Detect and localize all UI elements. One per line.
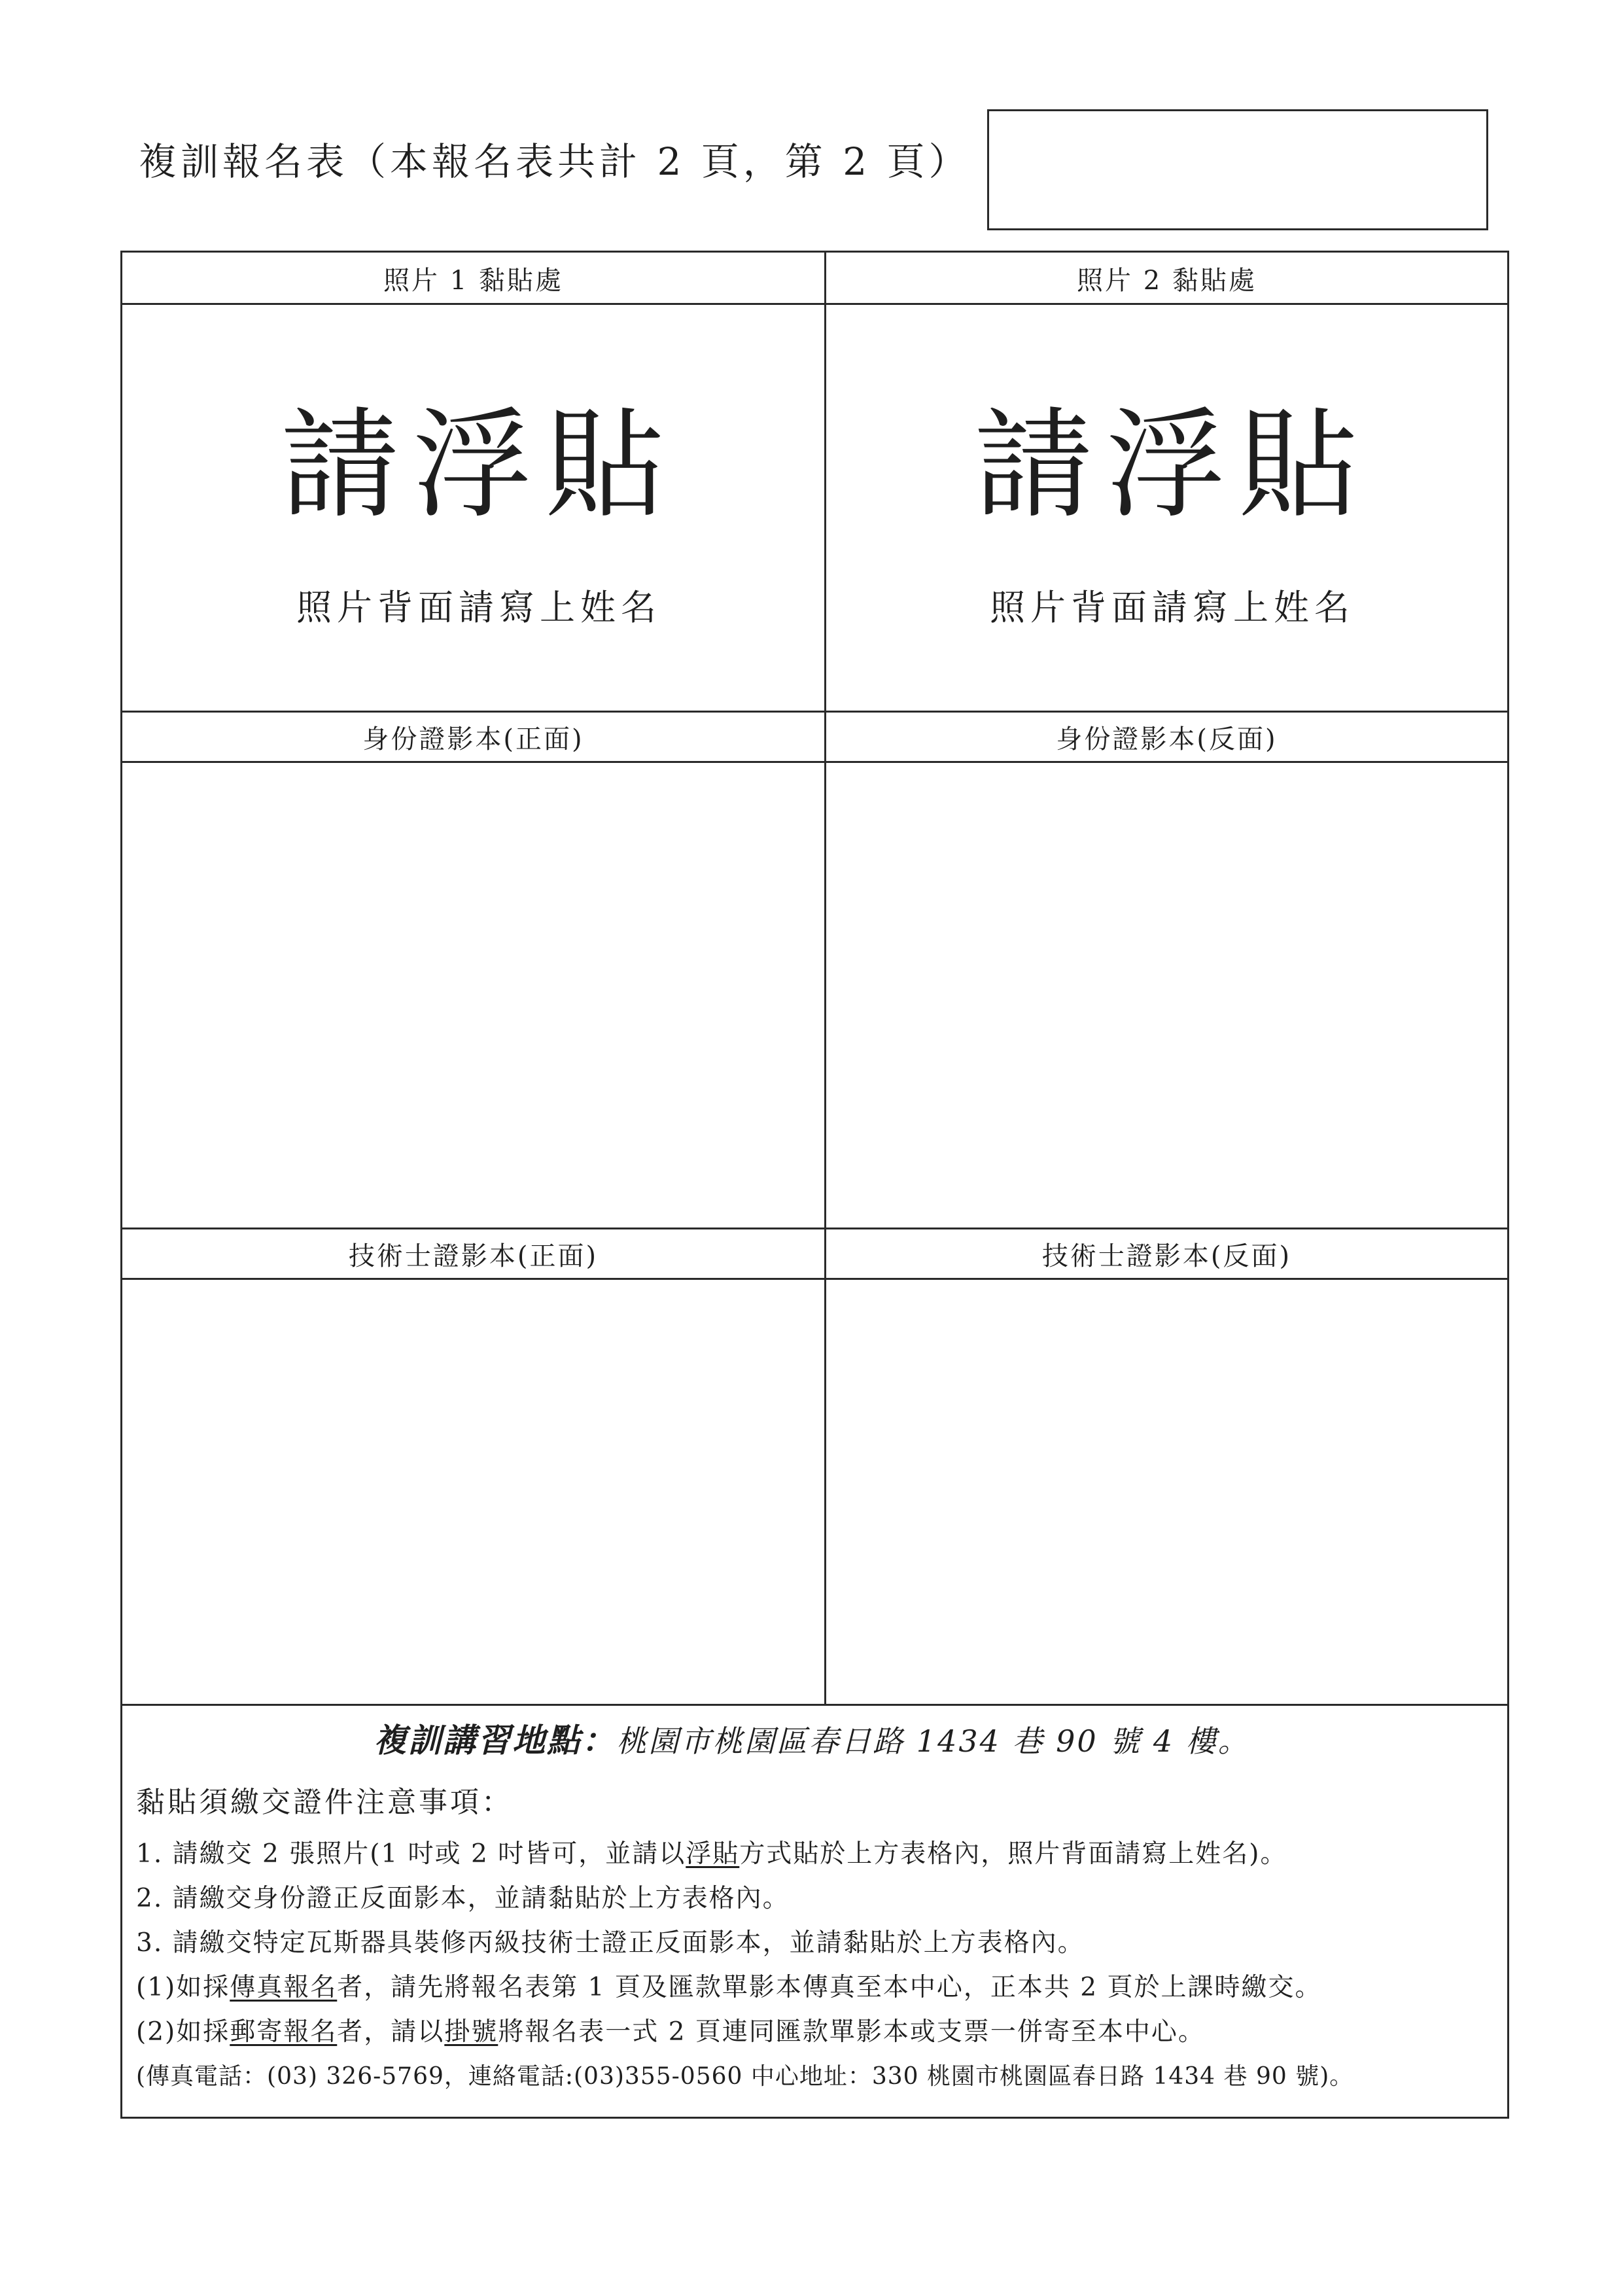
id-back-label: 身份證影本(反面) bbox=[1056, 724, 1278, 754]
contact-line: (傳真電話：(03) 326-5769，連絡電話:(03)355-0560 中心地址：330 桃園市桃園區春日路 1434 巷 90 號)。 bbox=[136, 2063, 1354, 2090]
underline-registered: 掛號 bbox=[444, 2017, 498, 2047]
venue-label: 複訓講習地點： bbox=[374, 1721, 617, 1759]
license-back-label: 技術士證影本(反面) bbox=[1041, 1241, 1292, 1271]
underline-float: 浮貼 bbox=[686, 1839, 740, 1869]
notes-section bbox=[136, 1714, 1503, 2099]
notes-title: 黏貼須繳交證件注意事項： bbox=[136, 1786, 513, 1819]
photo2-note: 照片背面請寫上姓名 bbox=[990, 587, 1355, 628]
venue-address: 桃園市桃園區春日路 1434 巷 90 號 4 樓。 bbox=[616, 1723, 1250, 1759]
office-use-box bbox=[987, 109, 1488, 230]
note-item-3: 3. 請繳交特定瓦斯器具裝修丙級技術士證正反面影本，並請黏貼於上方表格內。 bbox=[136, 1928, 1085, 1958]
note-item-5: (2)如採郵寄報名者，請以掛號將報名表一式 2 頁連同匯款單影本或支票一併寄至本中心。 bbox=[136, 2017, 1205, 2047]
photo1-label: 照片 1 黏貼處 bbox=[383, 266, 563, 296]
page-title: 複訓報名表（本報名表共計 2 頁，第 2 頁） bbox=[139, 139, 971, 184]
note-item-1: 1. 請繳交 2 張照片(1 吋或 2 吋皆可，並請以浮貼方式貼於上方表格內，照片背面請寫上姓名)。 bbox=[136, 1839, 1287, 1869]
row-line bbox=[122, 303, 1507, 305]
note-item-4: (1)如採傳真報名者，請先將報名表第 1 頁及匯款單影本傳真至本中心，正本共 2 頁於上課時繳交。 bbox=[136, 1973, 1322, 2002]
underline-fax: 傳真報名 bbox=[230, 1973, 338, 2002]
photo1-note: 照片背面請寫上姓名 bbox=[296, 587, 661, 628]
row-line bbox=[122, 1704, 1507, 1706]
license-front-label: 技術士證影本(正面) bbox=[348, 1241, 599, 1271]
photo1-stamp: 請浮貼 bbox=[281, 396, 677, 535]
id-front-label: 身份證影本(正面) bbox=[362, 724, 584, 754]
note-item-2: 2. 請繳交身份證正反面影本，並請黏貼於上方表格內。 bbox=[136, 1884, 790, 1913]
photo2-label: 照片 2 黏貼處 bbox=[1077, 266, 1257, 296]
photo2-stamp: 請浮貼 bbox=[974, 396, 1370, 535]
underline-mail: 郵寄報名 bbox=[230, 2017, 338, 2047]
venue-line bbox=[120, 1714, 1503, 1761]
